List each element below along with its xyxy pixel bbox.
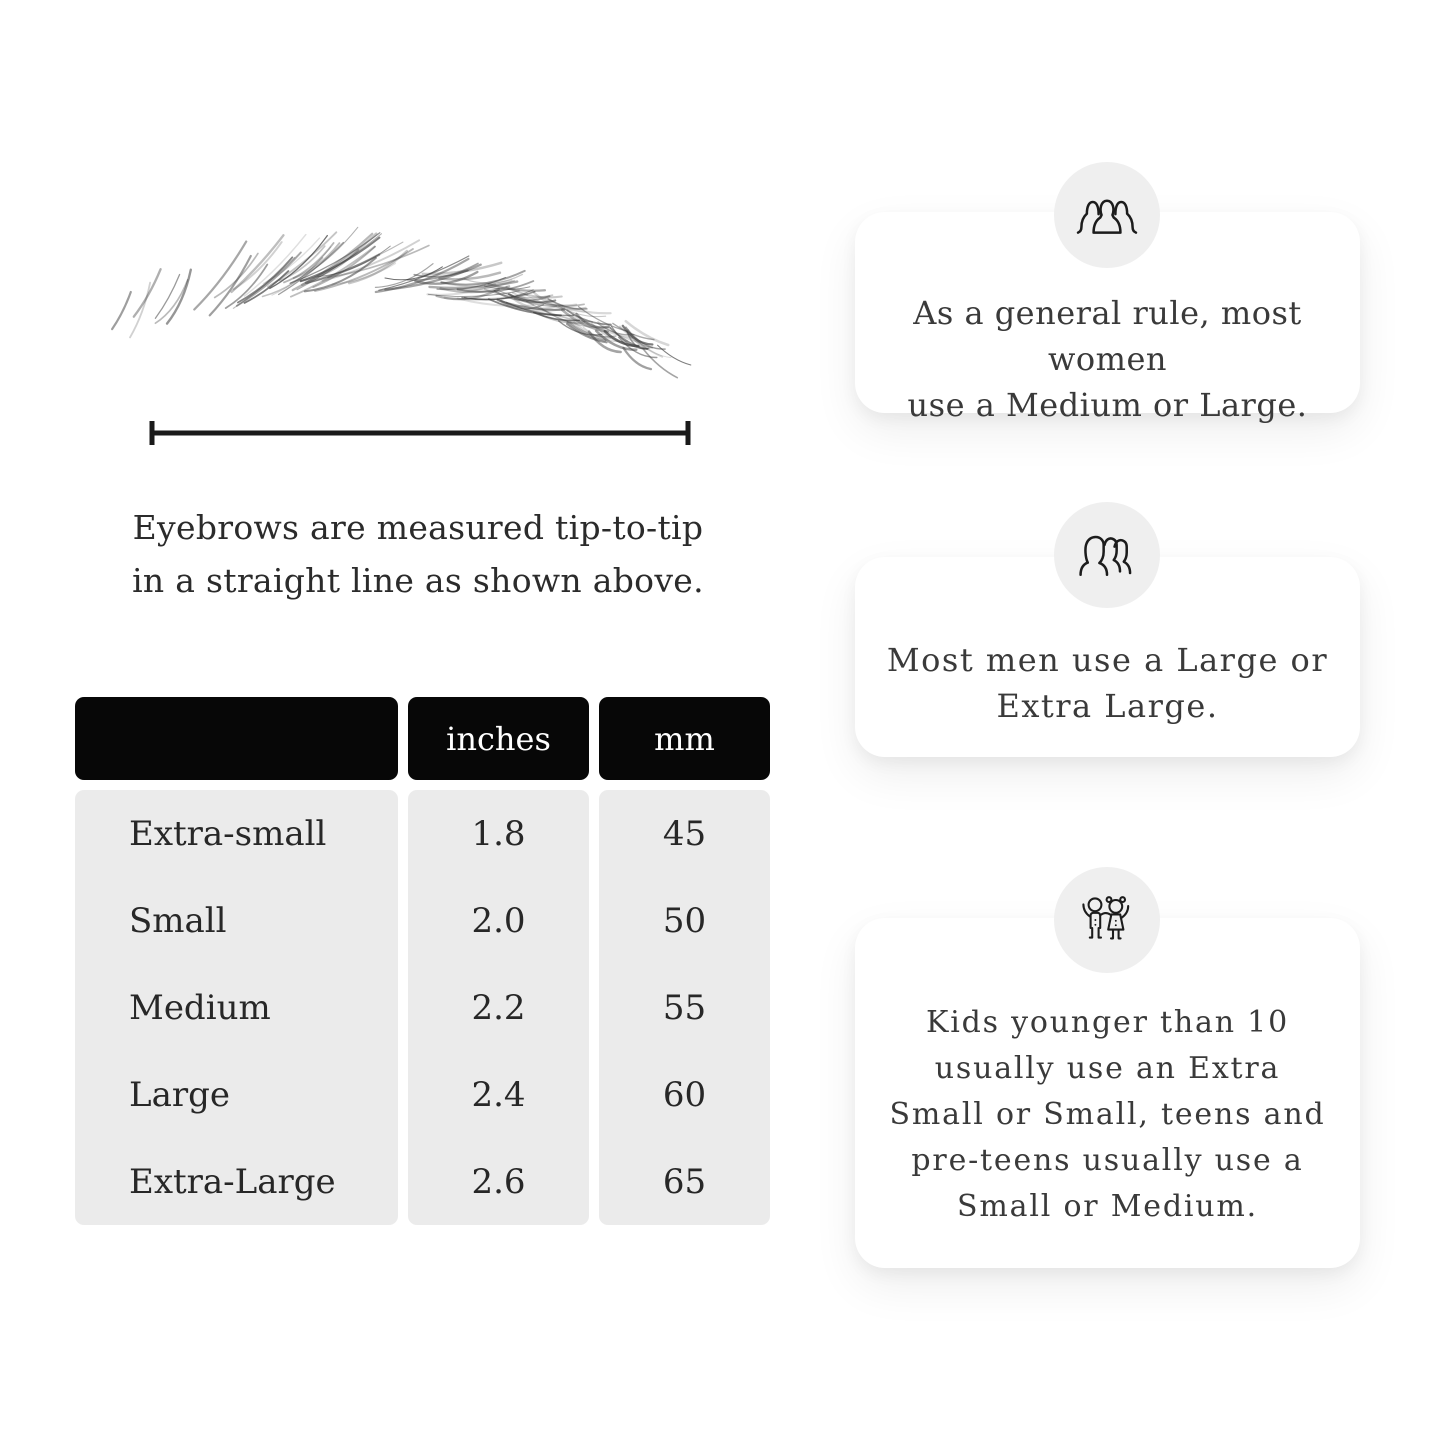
table-cell-mm: 45	[662, 813, 707, 854]
kids-icon	[1075, 892, 1139, 948]
size-table-body	[75, 790, 770, 1225]
table-cell-inches: 2.0	[471, 900, 526, 941]
tip-text-line: As a general rule, most women	[913, 294, 1302, 378]
men-group-icon	[1075, 529, 1139, 581]
tip-text-line: use a Medium or Large.	[907, 386, 1308, 424]
tip-text-line: Kids younger than 10	[926, 1005, 1289, 1040]
figure-caption	[78, 501, 758, 607]
table-cell-inches: 2.6	[471, 1161, 526, 1202]
tip-text-line: Small or Medium.	[957, 1189, 1258, 1224]
table-cell-inches: 2.2	[471, 987, 526, 1028]
table-cell-mm: 55	[662, 987, 707, 1028]
table-column-mm	[599, 790, 770, 1225]
size-table-header	[75, 697, 770, 780]
table-cell-mm: 65	[662, 1161, 707, 1202]
table-cell-inches: 1.8	[471, 813, 526, 854]
table-cell-inches: 2.4	[471, 1074, 526, 1115]
table-column-inches	[408, 790, 589, 1225]
table-header-inches: inches	[408, 697, 589, 780]
table-cell-size: Small	[129, 900, 227, 941]
table-header-mm: mm	[599, 697, 770, 780]
tip-text-line: pre-teens usually use a	[911, 1143, 1304, 1178]
tip-text-kids	[855, 1000, 1360, 1230]
table-cell-mm: 60	[662, 1074, 707, 1115]
kids-icon-badge	[1054, 867, 1160, 973]
table-cell-size: Medium	[129, 987, 271, 1028]
measurement-line	[144, 419, 696, 447]
women-icon-badge	[1054, 162, 1160, 268]
men-icon-badge	[1054, 502, 1160, 608]
tip-text-line: Small or Small, teens and	[889, 1097, 1326, 1132]
figure-caption-line: Eyebrows are measured tip-to-tip	[132, 508, 704, 547]
table-cell-size: Extra-Large	[129, 1161, 336, 1202]
table-cell-size: Extra-small	[129, 813, 327, 854]
tip-text-women	[855, 290, 1360, 428]
tip-text-line: Extra Large.	[996, 687, 1219, 725]
table-column-size	[75, 790, 398, 1225]
tip-text-line: Most men use a Large or	[886, 641, 1329, 679]
eyebrow-illustration	[102, 228, 702, 408]
table-header-size	[75, 697, 398, 780]
tip-text-men	[855, 637, 1360, 729]
table-cell-mm: 50	[662, 900, 707, 941]
women-group-icon	[1075, 189, 1139, 241]
figure-caption-line: in a straight line as shown above.	[132, 561, 704, 600]
table-cell-size: Large	[129, 1074, 230, 1115]
tip-text-line: usually use an Extra	[934, 1051, 1281, 1086]
